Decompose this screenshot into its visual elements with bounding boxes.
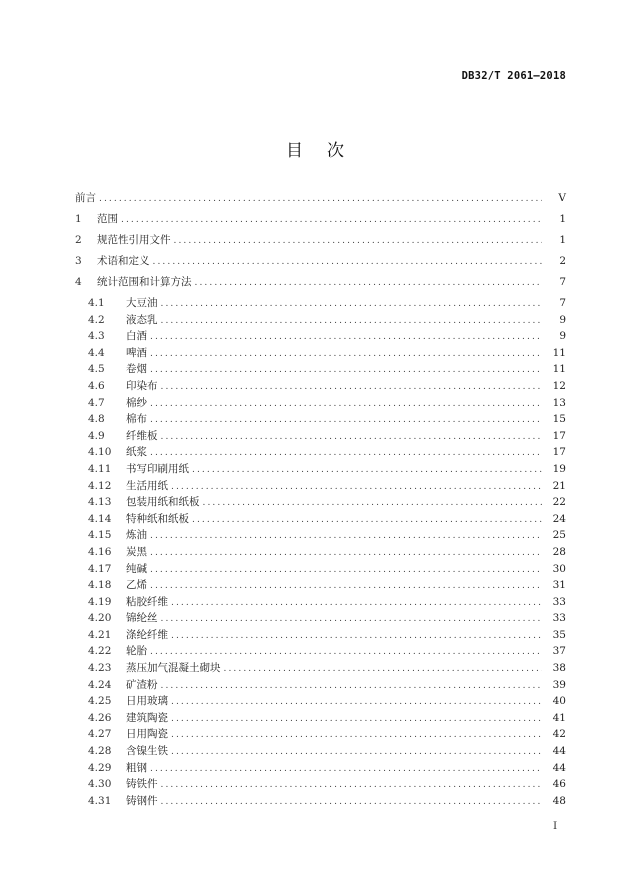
toc-page: 33: [552, 612, 566, 625]
dot-leader: [161, 794, 543, 810]
toc-subentry[interactable]: [75, 561, 566, 578]
toc-subentry[interactable]: [75, 693, 566, 710]
toc-subentry[interactable]: [75, 378, 566, 395]
toc-label: 卷烟: [126, 363, 147, 376]
toc-page: 22: [552, 496, 566, 509]
dot-leader: [192, 512, 542, 528]
toc-page: 31: [552, 579, 566, 592]
dot-leader: [150, 362, 542, 378]
dot-leader: [171, 628, 542, 644]
toc-subentry[interactable]: [75, 643, 566, 660]
toc-subentry[interactable]: [75, 577, 566, 594]
toc-page: 40: [552, 695, 566, 708]
toc-page: 13: [552, 396, 566, 409]
dot-leader: [121, 212, 542, 228]
title-char: 次: [327, 141, 344, 161]
toc-page: 12: [552, 379, 566, 392]
toc-label: 铸铁件: [126, 778, 158, 791]
toc-entry[interactable]: [75, 211, 566, 232]
toc-label: 纸浆: [126, 446, 147, 459]
dot-leader: [161, 379, 543, 395]
toc-number: 4.21: [88, 628, 112, 641]
toc-label: 液态乳: [126, 313, 158, 326]
toc-label: 术语和定义: [97, 255, 150, 267]
toc-subentry[interactable]: [75, 295, 566, 312]
toc-page: 38: [552, 662, 566, 675]
toc-subentry[interactable]: [75, 395, 566, 412]
toc-number: 4.16: [88, 545, 112, 558]
dot-leader: [150, 545, 542, 561]
toc-subentry[interactable]: [75, 345, 566, 362]
toc-number: 4.30: [88, 778, 112, 791]
toc-label: 日用陶瓷: [126, 728, 168, 741]
toc-subentry[interactable]: [75, 594, 566, 611]
dot-leader: [161, 777, 543, 793]
toc-label: 粘胶纤维: [126, 595, 168, 608]
dot-leader: [161, 296, 543, 312]
dot-leader: [171, 694, 542, 710]
toc-label: 纤维板: [126, 429, 158, 442]
toc-page: 44: [552, 745, 566, 758]
toc-label: 白酒: [126, 330, 147, 343]
toc-number: 4.20: [88, 612, 112, 625]
dot-leader: [99, 191, 542, 207]
toc-page: 30: [552, 562, 566, 575]
dot-leader: [153, 254, 543, 270]
dot-leader: [161, 611, 543, 627]
toc-page: 2: [559, 255, 566, 267]
toc-page: 42: [552, 728, 566, 741]
toc-page: 17: [552, 446, 566, 459]
toc-subentry[interactable]: [75, 312, 566, 329]
toc-number: 4.25: [88, 695, 112, 708]
dot-leader: [150, 644, 542, 660]
toc-page: V: [558, 192, 566, 204]
toc-page: 41: [552, 711, 566, 724]
toc-number: 4.9: [88, 429, 105, 442]
toc-label: 矿渣粉: [126, 678, 158, 691]
toc-subentry[interactable]: [75, 411, 566, 428]
toc-page: 1: [559, 234, 566, 246]
toc-number: 4.4: [88, 346, 105, 359]
toc-number: 4.1: [88, 297, 105, 309]
toc-subentry[interactable]: [75, 660, 566, 677]
dot-leader: [171, 479, 542, 495]
toc-label: 乙烯: [126, 579, 147, 592]
toc-page: 37: [552, 645, 566, 658]
toc-page: 44: [552, 761, 566, 774]
toc-subentry[interactable]: [75, 478, 566, 495]
toc-number: 4.3: [88, 330, 105, 343]
toc-subentry[interactable]: [75, 710, 566, 727]
toc-label: 涤纶纤维: [126, 628, 168, 641]
toc-number: 4.19: [88, 595, 112, 608]
toc-number: 4.11: [88, 462, 112, 475]
toc-number: 4.28: [88, 745, 112, 758]
toc-label: 前言: [75, 192, 96, 204]
toc-number: 4.17: [88, 562, 112, 575]
toc-number: 4.15: [88, 529, 112, 542]
dot-leader: [161, 678, 543, 694]
toc-subentry[interactable]: [75, 760, 566, 777]
toc-number: 4.24: [88, 678, 112, 691]
toc-page: 46: [552, 778, 566, 791]
toc-subentry[interactable]: [75, 361, 566, 378]
toc-number: 4.8: [88, 413, 105, 426]
title-char: 目: [286, 141, 303, 161]
dot-leader: [174, 233, 543, 249]
toc-subentry[interactable]: [75, 461, 566, 478]
toc-label: 铸钢件: [126, 794, 158, 807]
toc-entry-foreword[interactable]: [75, 190, 566, 211]
toc-subentry[interactable]: [75, 793, 566, 810]
dot-leader: [150, 562, 542, 578]
toc-page: 15: [552, 413, 566, 426]
dot-leader: [171, 727, 542, 743]
toc-number: 4.10: [88, 446, 112, 459]
toc-page: 24: [552, 512, 566, 525]
toc-label: 棉布: [126, 413, 147, 426]
toc-number: 4.6: [88, 379, 105, 392]
toc-subentry[interactable]: [75, 776, 566, 793]
dot-leader: [161, 429, 543, 445]
toc-entry[interactable]: [75, 274, 566, 295]
toc-number: 4.5: [88, 363, 105, 376]
toc-page: 19: [552, 462, 566, 475]
toc-subentry[interactable]: [75, 328, 566, 345]
dot-leader: [150, 396, 542, 412]
dot-leader: [203, 495, 543, 511]
toc-number: 4.22: [88, 645, 112, 658]
dot-leader: [171, 711, 542, 727]
toc-label: 炼油: [126, 529, 147, 542]
toc-number: 4: [75, 276, 82, 288]
toc-label: 日用玻璃: [126, 695, 168, 708]
toc-label: 包装用纸和纸板: [126, 496, 200, 509]
toc-page: 35: [552, 628, 566, 641]
toc-label: 规范性引用文件: [97, 234, 171, 246]
toc-entry[interactable]: [75, 232, 566, 253]
toc-page: 9: [559, 330, 566, 343]
toc-number: 4.26: [88, 711, 112, 724]
toc-label: 建筑陶瓷: [126, 711, 168, 724]
toc-subentry[interactable]: [75, 444, 566, 461]
toc-page: 9: [559, 313, 566, 326]
toc-label: 纯碱: [126, 562, 147, 575]
document-code: DB32/T 2061—2018: [461, 70, 566, 82]
dot-leader: [150, 761, 542, 777]
toc-label: 生活用纸: [126, 479, 168, 492]
toc-label: 锦纶丝: [126, 612, 158, 625]
toc-subentry[interactable]: [75, 428, 566, 445]
toc-page: 39: [552, 678, 566, 691]
toc-subentry[interactable]: [75, 726, 566, 743]
toc-number: 4.13: [88, 496, 112, 509]
toc-number: 1: [75, 213, 82, 225]
toc-label: 蒸压加气混凝土砌块: [126, 662, 221, 675]
toc-label: 特种纸和纸板: [126, 512, 189, 525]
dot-leader: [192, 462, 542, 478]
toc-label: 粗钢: [126, 761, 147, 774]
toc-page: 25: [552, 529, 566, 542]
toc-subentry[interactable]: [75, 511, 566, 528]
page-folio: I: [553, 820, 558, 832]
toc-subentry[interactable]: [75, 610, 566, 627]
toc-page: 21: [552, 479, 566, 492]
toc-number: 4.18: [88, 579, 112, 592]
dot-leader: [161, 313, 543, 329]
toc-label: 含镍生铁: [126, 745, 168, 758]
dot-leader: [150, 412, 542, 428]
toc-subentry[interactable]: [75, 544, 566, 561]
toc-page: 28: [552, 545, 566, 558]
toc-page: 11: [552, 346, 566, 359]
toc-subentry[interactable]: [75, 677, 566, 694]
dot-leader: [150, 578, 542, 594]
toc-number: 4.12: [88, 479, 112, 492]
toc-label: 书写印刷用纸: [126, 462, 189, 475]
toc-page: 17: [552, 429, 566, 442]
toc-number: 4.7: [88, 396, 105, 409]
toc-subsection-list: [75, 295, 566, 809]
page-title: [0, 136, 630, 161]
dot-leader: [150, 528, 542, 544]
toc-subentry[interactable]: [75, 494, 566, 511]
toc-subentry[interactable]: [75, 627, 566, 644]
toc-label: 统计范围和计算方法: [97, 276, 192, 288]
toc-number: 4.2: [88, 313, 105, 326]
toc-entry[interactable]: [75, 253, 566, 274]
toc-number: 3: [75, 255, 82, 267]
toc-label: 范围: [97, 213, 118, 225]
toc-label: 炭黑: [126, 545, 147, 558]
toc-page: 33: [552, 595, 566, 608]
toc-label: 印染布: [126, 379, 158, 392]
toc-subentry[interactable]: [75, 743, 566, 760]
toc-page: 7: [559, 276, 566, 288]
toc-label: 轮胎: [126, 645, 147, 658]
toc-number: 4.27: [88, 728, 112, 741]
dot-leader: [150, 445, 542, 461]
dot-leader: [150, 329, 542, 345]
toc-number: 4.23: [88, 662, 112, 675]
dot-leader: [150, 346, 542, 362]
dot-leader: [171, 595, 542, 611]
dot-leader: [195, 275, 543, 291]
table-of-contents: [75, 190, 566, 809]
toc-subentry[interactable]: [75, 527, 566, 544]
dot-leader: [171, 744, 542, 760]
toc-number: 4.29: [88, 761, 112, 774]
toc-number: 4.31: [88, 794, 112, 807]
toc-page: 1: [559, 213, 566, 225]
toc-number: 4.14: [88, 512, 112, 525]
toc-label: 棉纱: [126, 396, 147, 409]
toc-label: 啤酒: [126, 346, 147, 359]
toc-page: 48: [552, 794, 566, 807]
toc-page: 11: [552, 363, 566, 376]
toc-page: 7: [559, 297, 566, 309]
dot-leader: [224, 661, 543, 677]
toc-number: 2: [75, 234, 82, 246]
toc-label: 大豆油: [126, 297, 158, 309]
